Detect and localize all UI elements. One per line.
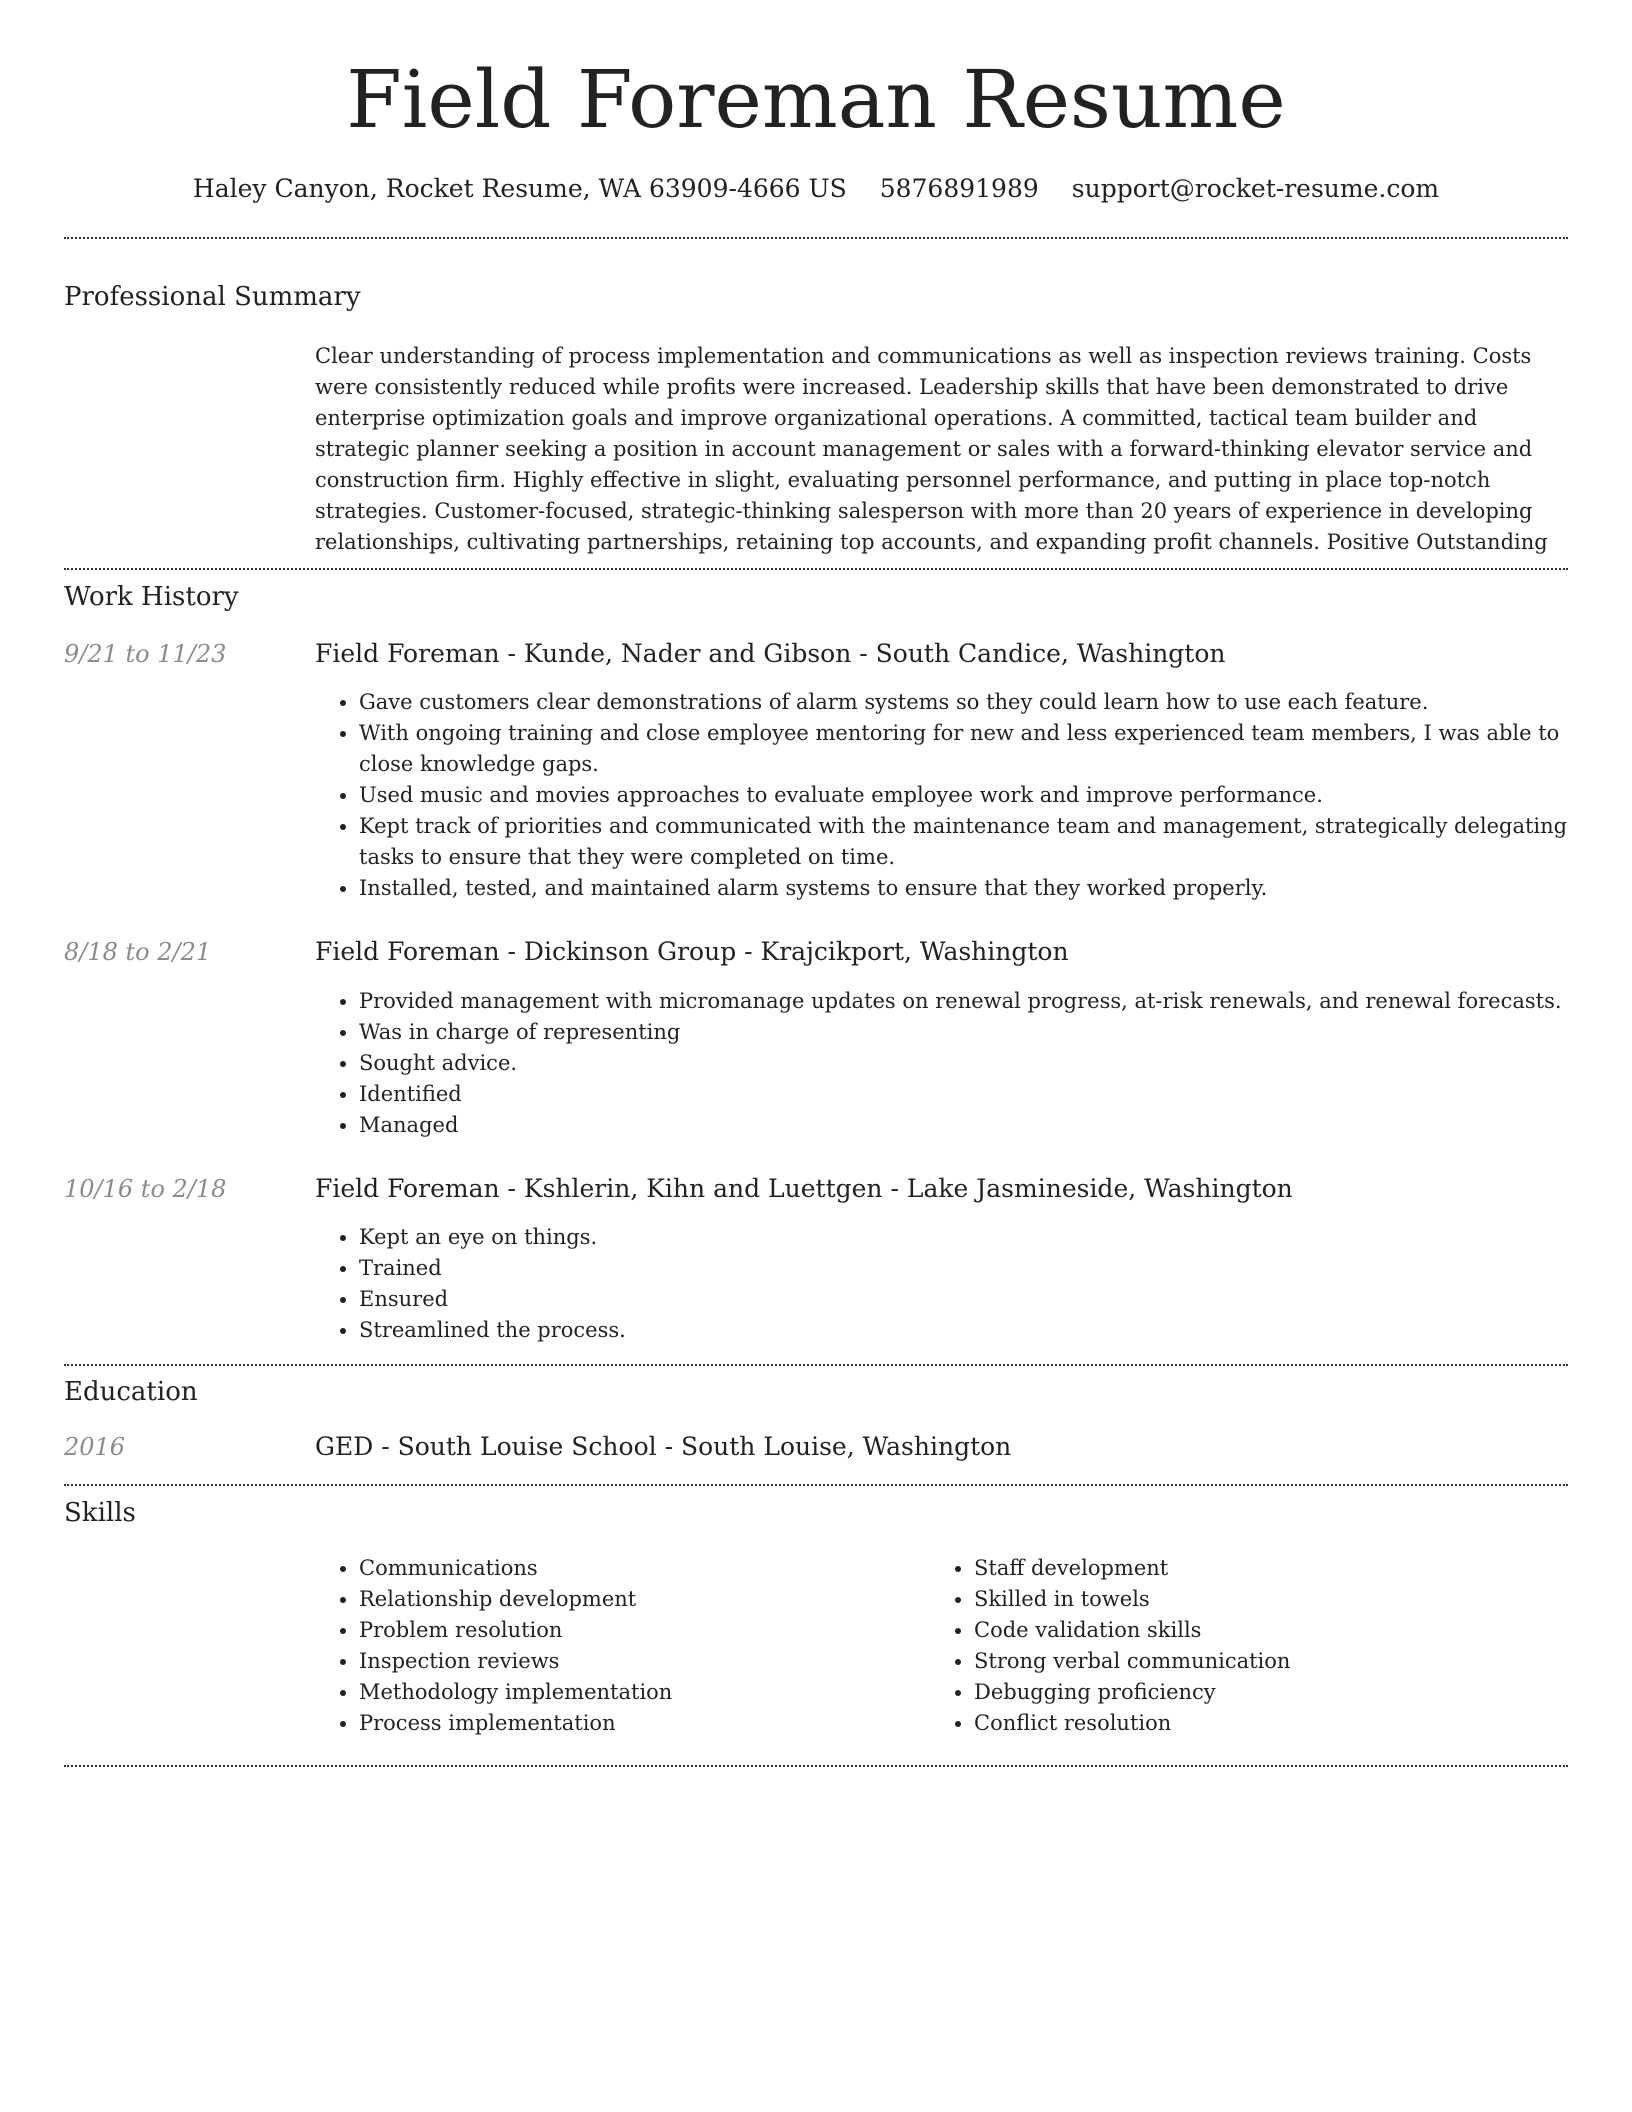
section-heading-summary: Professional Summary bbox=[64, 282, 361, 312]
resume-title: Field Foreman Resume bbox=[346, 53, 1286, 146]
job-bullet: • Gave customers clear demonstrations of alarm systems so they could learn how to use each feature. bbox=[359, 687, 1568, 718]
job-bullet: • Ensured bbox=[359, 1284, 1568, 1315]
divider-header bbox=[64, 237, 1568, 239]
skill-item: • Methodology implementation bbox=[359, 1677, 915, 1708]
job-bullet: • Provided management with micromanage updates on renewal progress, at-risk renewals, and renewal forecasts. bbox=[359, 986, 1568, 1017]
section-heading-work-history: Work History bbox=[64, 582, 239, 612]
skill-item: • Conflict resolution bbox=[974, 1708, 1568, 1739]
job-bullets bbox=[315, 687, 1568, 904]
skill-item: • Problem resolution bbox=[359, 1615, 915, 1646]
job-title: Field Foreman - Kunde, Nader and Gibson - South Candice, Washington bbox=[315, 639, 1226, 668]
divider-summary bbox=[64, 568, 1568, 570]
job-bullet: • Streamlined the process. bbox=[359, 1315, 1568, 1346]
skill-item: • Communications bbox=[359, 1553, 915, 1584]
divider-education bbox=[64, 1484, 1568, 1486]
job-bullet: • Managed bbox=[359, 1110, 1568, 1141]
skill-item: • Inspection reviews bbox=[359, 1646, 915, 1677]
job-bullet: • Kept track of priorities and communicated with the maintenance team and management, strategically delegating tasks to ensure that they were completed on time. bbox=[359, 811, 1568, 873]
contact-phone: 5876891989 bbox=[879, 174, 1039, 203]
job-bullet: • Used music and movies approaches to evaluate employee work and improve performance. bbox=[359, 780, 1568, 811]
section-heading-skills: Skills bbox=[64, 1498, 136, 1528]
job-bullet: • Trained bbox=[359, 1253, 1568, 1284]
skill-item: • Code validation skills bbox=[974, 1615, 1568, 1646]
contact-address: Haley Canyon, Rocket Resume, WA 63909-4666 US bbox=[192, 174, 847, 203]
job-dates: 8/18 to 2/21 bbox=[64, 938, 212, 966]
education-entry: GED - South Louise School - South Louise, Washington bbox=[315, 1432, 1012, 1461]
job-bullet: • With ongoing training and close employee mentoring for new and less experienced team members, I was able to close knowledge gaps. bbox=[359, 718, 1568, 780]
skill-item: • Strong verbal communication bbox=[974, 1646, 1568, 1677]
job-bullet: • Identified bbox=[359, 1079, 1568, 1110]
job-title: Field Foreman - Kshlerin, Kihn and Luettgen - Lake Jasmineside, Washington bbox=[315, 1174, 1293, 1203]
job-dates: 10/16 to 2/18 bbox=[64, 1175, 227, 1203]
skill-item: • Relationship development bbox=[359, 1584, 915, 1615]
education-year: 2016 bbox=[64, 1433, 126, 1461]
section-heading-education: Education bbox=[64, 1377, 198, 1407]
divider-work-history bbox=[64, 1364, 1568, 1366]
job-bullet: • Sought advice. bbox=[359, 1048, 1568, 1079]
job-bullet: • Was in charge of representing bbox=[359, 1017, 1568, 1048]
job-dates: 9/21 to 11/23 bbox=[64, 640, 227, 668]
contact-email: support@rocket-resume.com bbox=[1071, 174, 1440, 203]
summary-text: Clear understanding of process implementation and communications as well as inspection reviews training. Costs were consistently reduced while profits were increased. Leadership skills that have been demonstrated to drive enterprise optimization goals and improve organizational operations. A committed, tactical team builder and strategic planner seeking a position in account management or sales with a forward-thinking elevator service and construction firm. Highly effective in slight, evaluating personnel performance, and putting in place top-notch strategies. Customer-focused, strategic-thinking salesperson with more than 20 years of experience in developing relationships, cultivating partnerships, retaining top accounts, and expanding profit channels. Positive Outstanding bbox=[315, 344, 1548, 554]
job-bullets bbox=[315, 1222, 1568, 1346]
contact-line bbox=[0, 171, 1632, 207]
job-title: Field Foreman - Dickinson Group - Krajcikport, Washington bbox=[315, 937, 1069, 966]
skill-item: • Debugging proficiency bbox=[974, 1677, 1568, 1708]
skills-list-left bbox=[315, 1553, 915, 1739]
skill-item: • Skilled in towels bbox=[974, 1584, 1568, 1615]
job-bullets bbox=[315, 986, 1568, 1141]
divider-skills bbox=[64, 1765, 1568, 1767]
skill-item: • Process implementation bbox=[359, 1708, 915, 1739]
skill-item: • Staff development bbox=[974, 1553, 1568, 1584]
skills-list-right bbox=[930, 1553, 1568, 1739]
job-bullet: • Installed, tested, and maintained alarm systems to ensure that they worked properly. bbox=[359, 873, 1568, 904]
job-bullet: • Kept an eye on things. bbox=[359, 1222, 1568, 1253]
